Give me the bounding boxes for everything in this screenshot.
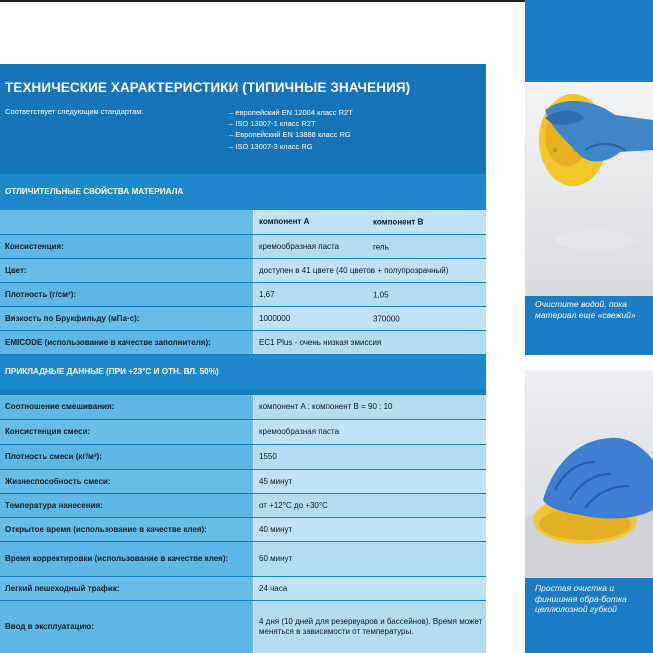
- sponge-finishing-photo: [525, 370, 653, 578]
- row-label: Плотность смеси (кг/м³):: [5, 452, 102, 461]
- row-label: Время корректировки (использование в качестве клея):: [5, 554, 229, 563]
- table-row: [0, 331, 486, 354]
- row-value: 60 минут: [259, 554, 293, 563]
- table-row: [0, 395, 486, 419]
- table-row: [0, 420, 486, 444]
- standard-item: – Европейский EN 13888 класс RG: [229, 130, 351, 140]
- column-b-header: компонент B: [373, 217, 424, 227]
- section-application-heading: [0, 355, 486, 389]
- row-value: 40 минут: [259, 524, 293, 534]
- table-row: [0, 577, 486, 600]
- standard-item: – европейский EN 12004 класс R2T: [229, 108, 353, 117]
- photo-panel-bottom: [525, 370, 653, 653]
- photo-caption-bottom: Простая очистка и финишная обра-ботка целлюлозной губкой: [535, 583, 627, 614]
- row-label: Открытое время (использование в качестве клея):: [5, 524, 207, 534]
- row-value: кремообразная паста: [259, 427, 340, 436]
- row-label: Ввод в эксплуатацию:: [5, 622, 94, 631]
- table-row: [0, 235, 486, 258]
- section-properties-heading: [0, 174, 486, 210]
- cleaning-sponge-photo: [525, 0, 653, 296]
- row-value: 45 минут: [259, 476, 293, 486]
- row-label: Вязкость по Брукфильду (мПа·с):: [5, 313, 140, 323]
- photo-caption-top: Очистите водой, пока материал еще «свежий»: [535, 299, 636, 320]
- row-label: Консистенция:: [5, 241, 64, 251]
- table-row: [0, 259, 486, 282]
- row-value-a: 1000000: [259, 313, 291, 323]
- row-value-a: кремообразная паста: [259, 241, 340, 251]
- row-value-a: EC1 Plus - очень низкая эмиссия: [259, 337, 382, 347]
- row-label: Консистенция смеси:: [5, 427, 91, 436]
- row-value: 24 часа: [259, 583, 288, 593]
- photo-panel-top: [525, 0, 653, 355]
- table-row: [0, 601, 486, 653]
- table-row: [0, 542, 486, 576]
- column-a-header: компонент A: [259, 217, 310, 226]
- row-label: Плотность (г/см³):: [5, 289, 77, 299]
- table-row: [0, 283, 486, 306]
- table-header-row: [0, 210, 486, 234]
- row-label: Соотношение смешивания:: [5, 402, 115, 411]
- row-label: EMICODE (использование в качестве заполнителя):: [5, 337, 211, 347]
- row-value: 1550: [259, 452, 277, 461]
- row-label: Жизнеспособность смеси:: [5, 476, 111, 486]
- row-value-b: 1,05: [373, 290, 389, 299]
- row-value-b: гель: [373, 242, 389, 251]
- row-label: Легкий пешеходный трафик:: [5, 583, 120, 593]
- standards-list: [229, 107, 353, 152]
- header-block: [0, 64, 486, 174]
- table-row: [0, 470, 486, 493]
- section-title: ОТЛИЧИТЕЛЬНЫЕ СВОЙСТВА МАТЕРИАЛА: [5, 187, 184, 196]
- table-row: [0, 307, 486, 330]
- row-value-b: 370000: [373, 314, 400, 323]
- standard-item: – ISO 13007-3 класс RG: [229, 141, 313, 151]
- page-title: ТЕХНИЧЕСКИЕ ХАРАКТЕРИСТИКИ (ТИПИЧНЫЕ ЗНАЧЕНИЯ): [5, 80, 411, 95]
- section-title: ПРИКЛАДНЫЕ ДАННЫЕ (ПРИ +23°C И ОТН. ВЛ. 50%): [5, 367, 219, 376]
- table-row: [0, 518, 486, 541]
- row-value-a: 1,67: [259, 289, 275, 299]
- table-row: [0, 445, 486, 469]
- row-value: компонент A : компонент B = 90 : 10: [259, 402, 393, 411]
- row-value-a: доступен в 41 цвете (40 цветов + полупрозрачный): [259, 265, 449, 275]
- row-label: Цвет:: [5, 265, 27, 275]
- row-label: Температура нанесения:: [5, 500, 103, 510]
- standards-label: Соответствует следующим стандартам:: [5, 107, 144, 116]
- table-row: [0, 494, 486, 517]
- standard-item: – ISO 13007-1 класс R2T: [229, 119, 316, 129]
- row-value: 4 дня (10 дней для резервуаров и бассейнов). Время может меняться в зависимости от температуры.: [259, 617, 483, 636]
- technical-data-sheet: [0, 64, 486, 653]
- row-value: от +12°C до +30°C: [259, 500, 328, 510]
